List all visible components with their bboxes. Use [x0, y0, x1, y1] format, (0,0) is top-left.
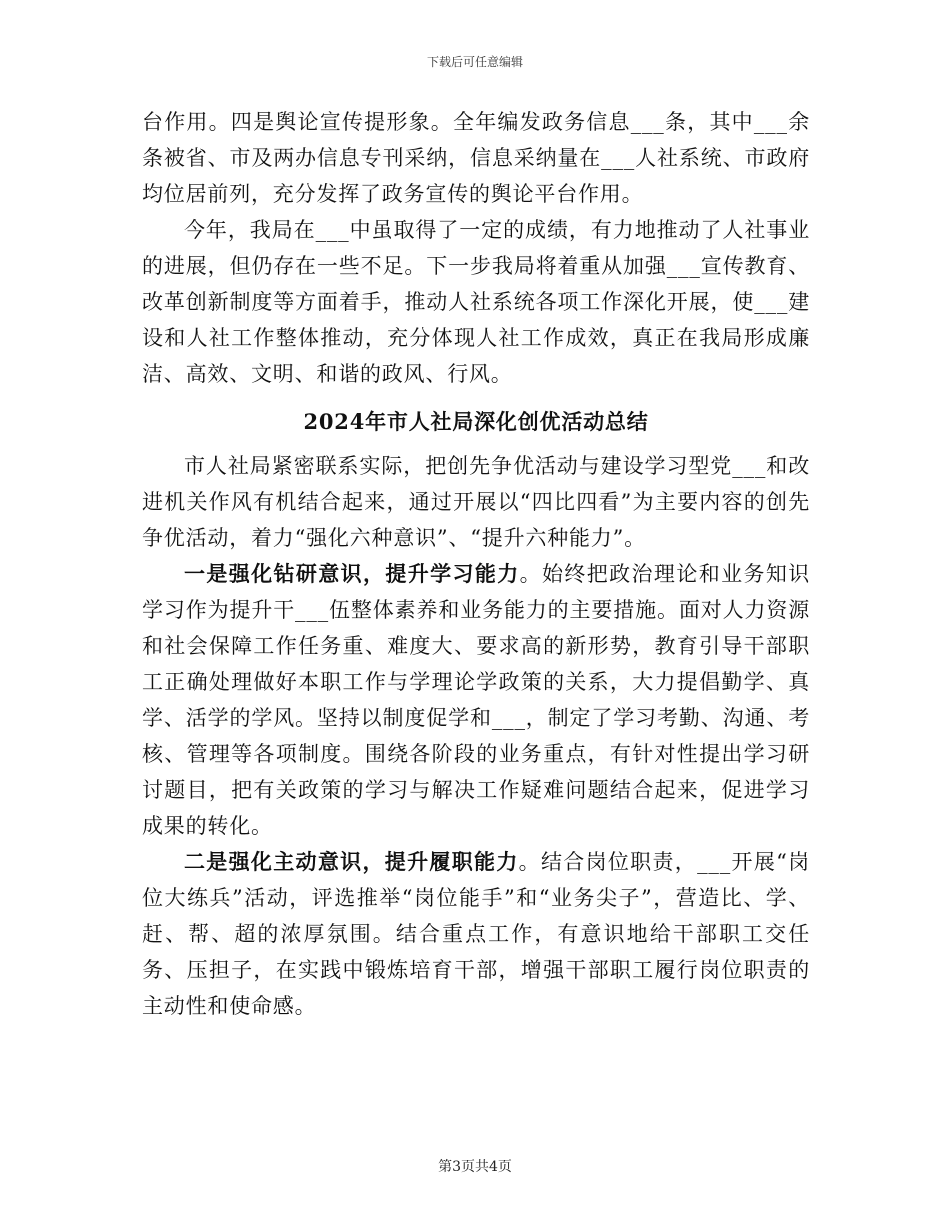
paragraph-4-body: 。始终把政治理论和业务知识学习作为提升干___伍整体素养和业务能力的主要措施。面对人力资源和社会保障工作任务重、难度大、要求高的新形势，教育引导干部职工正确处理做好本职工作与学理论学政策的关系，大力提倡勤学、真学、活学的学风。坚持以制度促学和___，制定了学习考勤、沟通、考核、管理等各项制度。围绕各阶段的业务重点，有针对性提出学习研讨题目，把有关政策的学习与解决工作疑难问题结合起来，促进学习成果的转化。 — [142, 562, 811, 838]
paragraph-4 — [142, 556, 810, 844]
section-title: 2024年市人社局深化创优活动总结 — [303, 409, 649, 434]
paragraph-4-lead: 一是强化钻研意识，提升学习能力 — [184, 561, 520, 586]
paragraph-5-lead: 二是强化主动意识，提升履职能力 — [184, 849, 519, 874]
page-footer: 第3页共4页 — [438, 1159, 512, 1175]
page-header: 下载后可任意编辑 — [426, 55, 523, 69]
paragraph-5 — [142, 844, 810, 1024]
paragraph-2: 今年，我局在___中虽取得了一定的成绩，有力地推动了人社事业的进展，但仍存在一些不足。下一步我局将着重从加强___宣传教育、改革创新制度等方面着手，推动人社系统各项工作深化开展，使___建设和人社工作整体推动，充分体现人社工作成效，真正在我局形成廉洁、高效、文明、和谐的政风、行风。 — [142, 218, 810, 386]
paragraph-5-body: 。结合岗位职责，___开展“岗位大练兵”活动，评选推举“岗位能手”和“业务尖子”，营造比、学、赶、帮、超的浓厚氛围。结合重点工作，有意识地给干部职工交任务、压担子，在实践中锻炼培育干部，增强干部职工履行岗位职责的主动性和使命感。 — [142, 850, 810, 1018]
document-body — [142, 104, 810, 1024]
paragraph-1: 台作用。四是舆论宣传提形象。全年编发政务信息___条，其中___余条被省、市及两办信息专刊采纳，信息采纳量在___人社系统、市政府均位居前列，充分发挥了政务宣传的舆论平台作用。 — [142, 110, 810, 206]
paragraph-3: 市人社局紧密联系实际，把创先争优活动与建设学习型党___和改进机关作风有机结合起来，通过开展以“四比四看”为主要内容的创先争优活动，着力“强化六种意识”、“提升六种能力”。 — [142, 454, 810, 550]
